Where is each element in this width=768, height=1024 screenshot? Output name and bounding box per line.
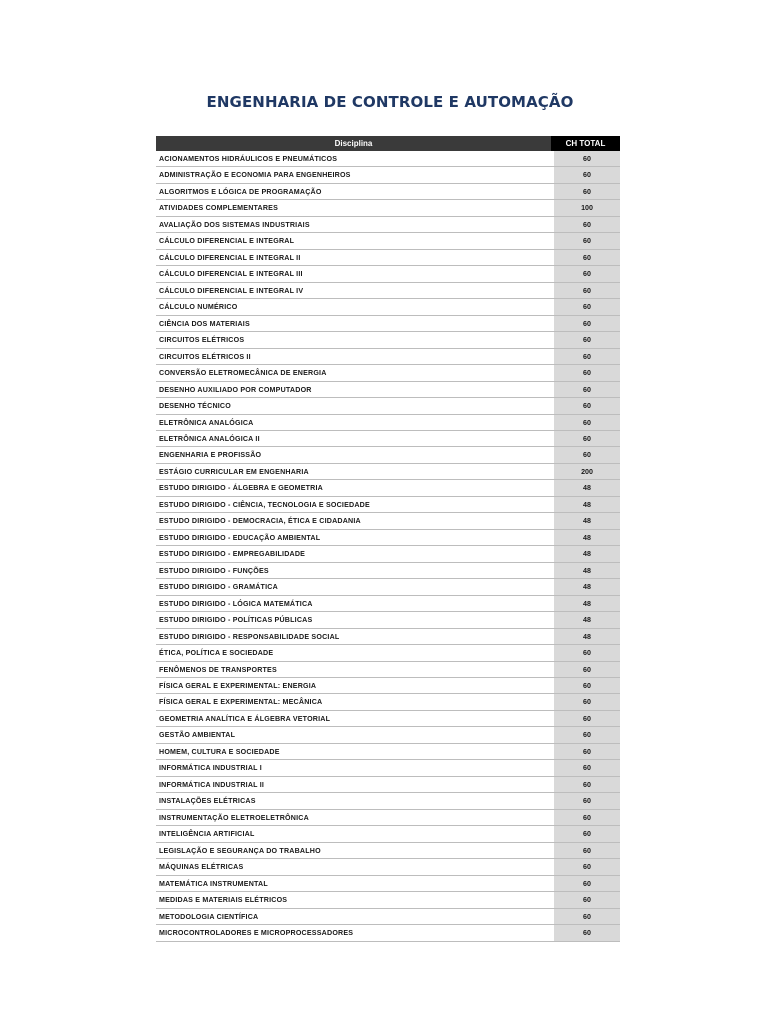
table-row xyxy=(156,530,620,546)
discipline-cell: CIRCUITOS ELÉTRICOS xyxy=(159,336,245,345)
hours-cell: 60 xyxy=(554,645,620,660)
hours-cell: 60 xyxy=(554,447,620,462)
discipline-cell: ESTUDO DIRIGIDO - EDUCAÇÃO AMBIENTAL xyxy=(159,533,321,542)
table-row xyxy=(156,250,620,266)
table-row xyxy=(156,694,620,710)
discipline-cell: ESTUDO DIRIGIDO - DEMOCRACIA, ÉTICA E CIDADANIA xyxy=(159,517,361,526)
hours-cell: 60 xyxy=(554,415,620,430)
discipline-cell: ESTUDO DIRIGIDO - RESPONSABILIDADE SOCIAL xyxy=(159,632,340,641)
table-row xyxy=(156,382,620,398)
discipline-cell: INFORMÁTICA INDUSTRIAL I xyxy=(159,764,262,773)
hours-cell: 60 xyxy=(554,859,620,874)
table-row xyxy=(156,299,620,315)
table-row xyxy=(156,233,620,249)
hours-cell: 48 xyxy=(554,513,620,528)
discipline-cell: GESTÃO AMBIENTAL xyxy=(159,731,236,740)
table-row xyxy=(156,217,620,233)
hours-cell: 60 xyxy=(554,233,620,248)
hours-cell: 60 xyxy=(554,760,620,775)
discipline-cell: ACIONAMENTOS HIDRÁULICOS E PNEUMÁTICOS xyxy=(159,155,338,163)
table-row xyxy=(156,579,620,595)
table-row xyxy=(156,925,620,941)
discipline-cell: MICROCONTROLADORES E MICROPROCESSADORES xyxy=(159,929,354,938)
hours-cell: 60 xyxy=(554,365,620,380)
hours-cell: 48 xyxy=(554,563,620,578)
discipline-cell: INSTRUMENTAÇÃO ELETROELETRÔNICA xyxy=(159,813,309,822)
table-row xyxy=(156,464,620,480)
discipline-cell: CÁLCULO DIFERENCIAL E INTEGRAL IV xyxy=(159,286,304,295)
discipline-cell: ESTUDO DIRIGIDO - EMPREGABILIDADE xyxy=(159,550,306,559)
hours-cell: 60 xyxy=(554,711,620,726)
table-row xyxy=(156,612,620,628)
table-row xyxy=(156,349,620,365)
hours-cell: 60 xyxy=(554,349,620,364)
hours-cell: 60 xyxy=(554,398,620,413)
hours-cell: 60 xyxy=(554,826,620,841)
hours-cell: 60 xyxy=(554,793,620,808)
table-row xyxy=(156,316,620,332)
discipline-cell: ELETRÔNICA ANALÓGICA II xyxy=(159,434,260,443)
discipline-cell: METODOLOGIA CIENTÍFICA xyxy=(159,912,259,921)
discipline-cell: MÁQUINAS ELÉTRICAS xyxy=(159,863,244,872)
table-row xyxy=(156,843,620,859)
hours-cell: 60 xyxy=(554,332,620,347)
hours-cell: 60 xyxy=(554,266,620,281)
discipline-cell: GEOMETRIA ANALÍTICA E ÁLGEBRA VETORIAL xyxy=(159,714,331,723)
hours-cell: 60 xyxy=(554,217,620,232)
discipline-cell: DESENHO AUXILIADO POR COMPUTADOR xyxy=(159,385,312,394)
hours-cell: 60 xyxy=(554,167,620,182)
discipline-cell: LEGISLAÇÃO E SEGURANÇA DO TRABALHO xyxy=(159,846,321,855)
hours-cell: 48 xyxy=(554,480,620,495)
table-row xyxy=(156,167,620,183)
discipline-cell: ESTÁGIO CURRICULAR EM ENGENHARIA xyxy=(159,467,309,476)
table-body xyxy=(156,151,620,942)
table-row xyxy=(156,859,620,875)
hours-cell: 60 xyxy=(554,184,620,199)
discipline-cell: ADMINISTRAÇÃO E ECONOMIA PARA ENGENHEIROS xyxy=(159,171,351,180)
hours-cell: 60 xyxy=(554,694,620,709)
table-row xyxy=(156,892,620,908)
table-row xyxy=(156,266,620,282)
table-row xyxy=(156,398,620,414)
discipline-cell: MATEMÁTICA INSTRUMENTAL xyxy=(159,879,268,888)
hours-cell: 60 xyxy=(554,810,620,825)
hours-cell: 48 xyxy=(554,579,620,594)
discipline-cell: CÁLCULO DIFERENCIAL E INTEGRAL xyxy=(159,237,295,246)
discipline-cell: ESTUDO DIRIGIDO - ÁLGEBRA E GEOMETRIA xyxy=(159,484,323,493)
table-row xyxy=(156,283,620,299)
table-row xyxy=(156,876,620,892)
discipline-cell: ESTUDO DIRIGIDO - GRAMÁTICA xyxy=(159,583,278,592)
discipline-cell: ESTUDO DIRIGIDO - FUNÇÕES xyxy=(159,566,269,575)
discipline-cell: ESTUDO DIRIGIDO - CIÊNCIA, TECNOLOGIA E SOCIEDADE xyxy=(159,500,370,509)
table-row xyxy=(156,645,620,661)
hours-cell: 60 xyxy=(554,250,620,265)
table-row xyxy=(156,596,620,612)
discipline-cell: ALGORITMOS E LÓGICA DE PROGRAMAÇÃO xyxy=(159,187,322,196)
hours-cell: 60 xyxy=(554,678,620,693)
discipline-cell: HOMEM, CULTURA E SOCIEDADE xyxy=(159,747,280,756)
hours-cell: 60 xyxy=(554,892,620,907)
hours-cell: 48 xyxy=(554,497,620,512)
table-row xyxy=(156,184,620,200)
discipline-cell: FÍSICA GERAL E EXPERIMENTAL: MECÂNICA xyxy=(159,698,323,707)
discipline-cell: CIÊNCIA DOS MATERIAIS xyxy=(159,319,250,328)
discipline-cell: INSTALAÇÕES ELÉTRICAS xyxy=(159,797,256,806)
discipline-cell: ELETRÔNICA ANALÓGICA xyxy=(159,418,254,427)
hours-cell: 60 xyxy=(554,727,620,742)
hours-cell: 48 xyxy=(554,546,620,561)
table-row xyxy=(156,662,620,678)
hours-cell: 48 xyxy=(554,596,620,611)
table-row xyxy=(156,332,620,348)
discipline-cell: CONVERSÃO ELETROMECÂNICA DE ENERGIA xyxy=(159,369,327,378)
table-row xyxy=(156,810,620,826)
table-header xyxy=(156,136,620,151)
hours-cell: 60 xyxy=(554,876,620,891)
hours-cell: 60 xyxy=(554,843,620,858)
hours-cell: 60 xyxy=(554,662,620,677)
hours-cell: 60 xyxy=(554,925,620,940)
table-row xyxy=(156,563,620,579)
table-row xyxy=(156,497,620,513)
discipline-cell: INTELIGÊNCIA ARTIFICIAL xyxy=(159,830,255,839)
curriculum-table xyxy=(156,136,620,942)
table-row xyxy=(156,777,620,793)
table-row xyxy=(156,447,620,463)
table-row xyxy=(156,365,620,381)
hours-cell: 60 xyxy=(554,909,620,924)
discipline-cell: CIRCUITOS ELÉTRICOS II xyxy=(159,352,251,361)
discipline-cell: ATIVIDADES COMPLEMENTARES xyxy=(159,204,279,213)
table-row xyxy=(156,513,620,529)
hours-cell: 48 xyxy=(554,629,620,644)
hours-cell: 60 xyxy=(554,744,620,759)
discipline-cell: FÍSICA GERAL E EXPERIMENTAL: ENERGIA xyxy=(159,682,317,690)
hours-cell: 200 xyxy=(554,464,620,479)
discipline-cell: ESTUDO DIRIGIDO - LÓGICA MATEMÁTICA xyxy=(159,599,313,608)
hours-cell: 60 xyxy=(554,777,620,792)
table-row xyxy=(156,431,620,447)
table-row xyxy=(156,480,620,496)
table-row xyxy=(156,415,620,431)
page-title: ENGENHARIA DE CONTROLE E AUTOMAÇÃO xyxy=(206,93,574,111)
discipline-cell: ÉTICA, POLÍTICA E SOCIEDADE xyxy=(159,649,274,658)
table-row xyxy=(156,744,620,760)
hours-cell: 60 xyxy=(554,299,620,314)
table-row xyxy=(156,151,620,167)
discipline-cell: AVALIAÇÃO DOS SISTEMAS INDUSTRIAIS xyxy=(159,220,310,229)
hours-cell: 60 xyxy=(554,382,620,397)
table-row xyxy=(156,629,620,645)
discipline-cell: FENÔMENOS DE TRANSPORTES xyxy=(159,665,277,674)
discipline-cell: DESENHO TÉCNICO xyxy=(159,402,231,411)
discipline-cell: ENGENHARIA E PROFISSÃO xyxy=(159,451,262,460)
hours-cell: 100 xyxy=(554,200,620,215)
hours-cell: 60 xyxy=(554,316,620,331)
table-row xyxy=(156,909,620,925)
header-total-hours: CH TOTAL xyxy=(551,136,620,151)
hours-cell: 48 xyxy=(554,530,620,545)
table-row xyxy=(156,760,620,776)
discipline-cell: CÁLCULO DIFERENCIAL E INTEGRAL II xyxy=(159,253,301,262)
hours-cell: 60 xyxy=(554,151,620,166)
hours-cell: 60 xyxy=(554,431,620,446)
table-row xyxy=(156,546,620,562)
table-row xyxy=(156,793,620,809)
header-discipline: Disciplina xyxy=(334,139,373,148)
table-row xyxy=(156,711,620,727)
table-row xyxy=(156,727,620,743)
discipline-cell: CÁLCULO NUMÉRICO xyxy=(159,303,238,312)
discipline-cell: ESTUDO DIRIGIDO - POLÍTICAS PÚBLICAS xyxy=(159,616,313,625)
hours-cell: 60 xyxy=(554,283,620,298)
discipline-cell: CÁLCULO DIFERENCIAL E INTEGRAL III xyxy=(159,270,303,279)
table-row xyxy=(156,826,620,842)
hours-cell: 48 xyxy=(554,612,620,627)
discipline-cell: MEDIDAS E MATERIAIS ELÉTRICOS xyxy=(159,896,288,905)
discipline-cell: INFORMÁTICA INDUSTRIAL II xyxy=(159,780,265,789)
table-row xyxy=(156,200,620,216)
table-row xyxy=(156,678,620,694)
